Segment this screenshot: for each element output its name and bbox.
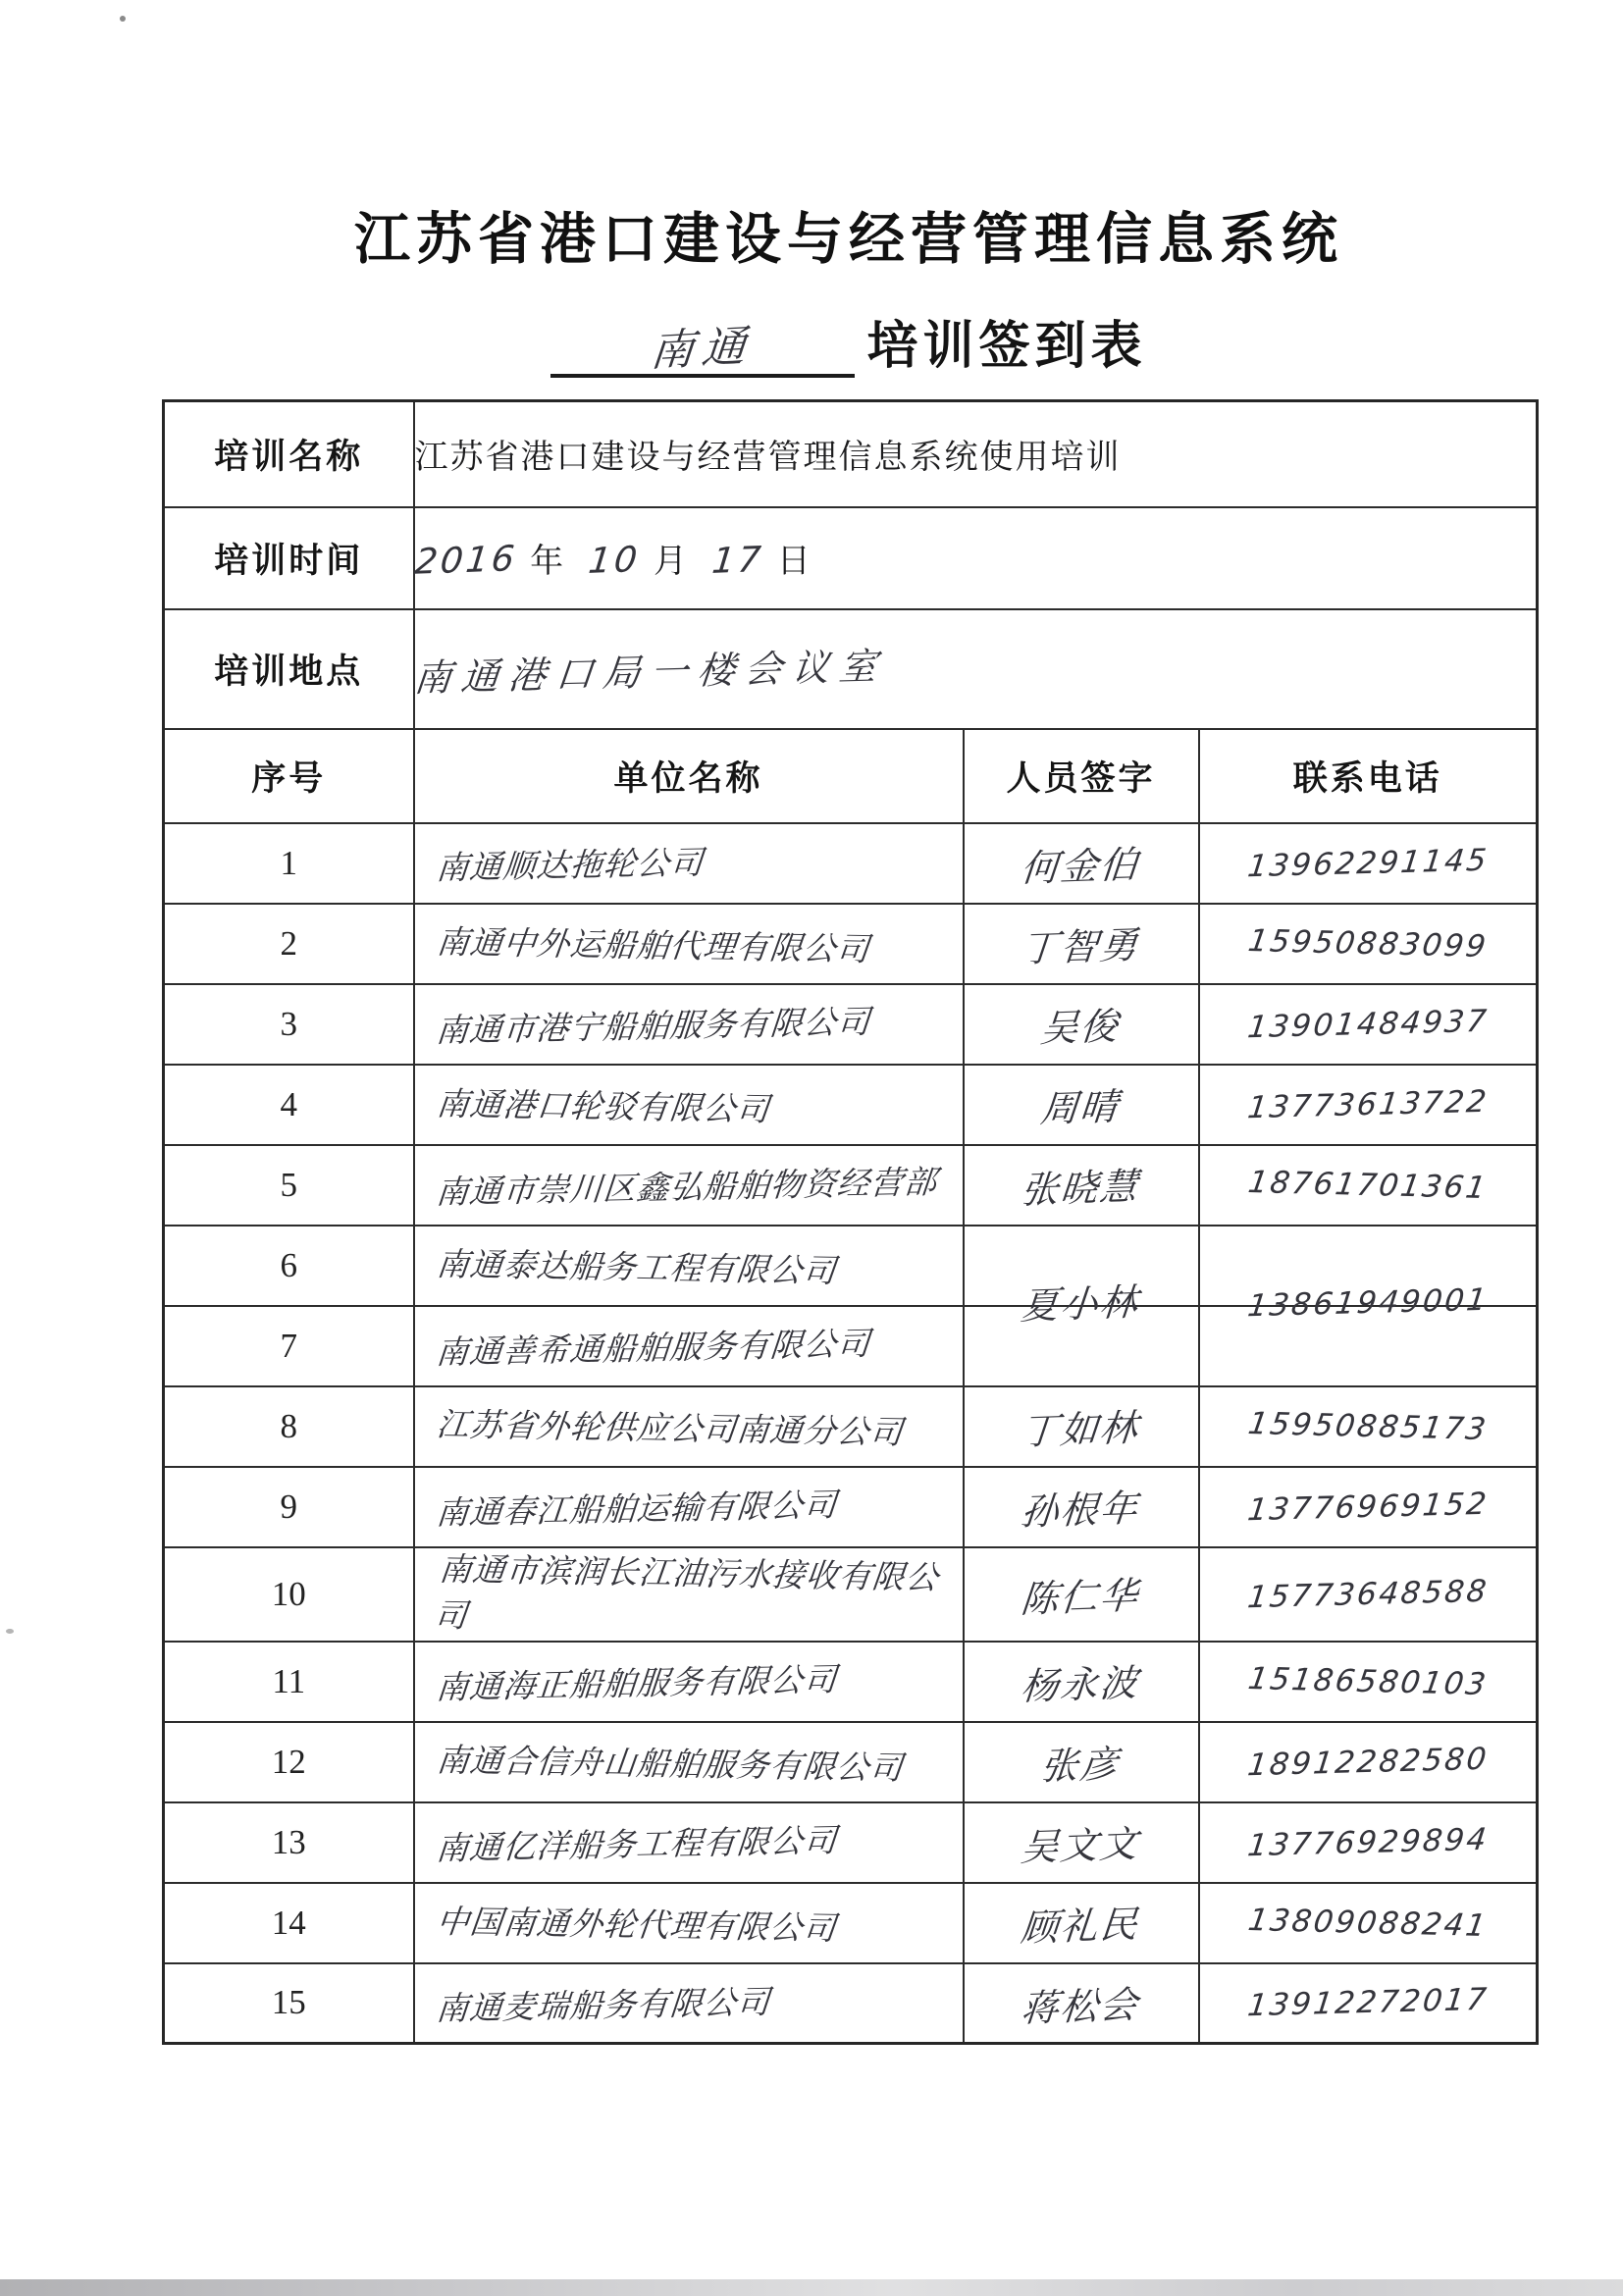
handwritten-month: 10 bbox=[586, 540, 643, 582]
handwritten-phone: 13962291145 bbox=[1245, 842, 1491, 884]
table-row bbox=[164, 1802, 1538, 1883]
month-unit: 月 bbox=[653, 544, 687, 580]
company-name-cell bbox=[414, 823, 964, 904]
handwritten-phone: 15186580103 bbox=[1245, 1660, 1491, 1702]
signature-cell bbox=[964, 904, 1199, 984]
location-underline bbox=[550, 309, 855, 378]
day-unit: 日 bbox=[776, 544, 811, 580]
handwritten-phone: 18761701361 bbox=[1245, 1164, 1491, 1206]
company-name-cell bbox=[414, 1547, 964, 1642]
subtitle-text: 培训签到表 bbox=[866, 318, 1147, 375]
handwritten-company-name: 南通顺达拖轮公司 bbox=[434, 843, 706, 887]
company-name-cell bbox=[414, 1642, 964, 1722]
handwritten-phone: 13912272017 bbox=[1245, 1982, 1491, 2024]
handwritten-phone: 13861949001 bbox=[1245, 1281, 1491, 1324]
handwritten-phone: 13901484937 bbox=[1245, 1003, 1491, 1045]
company-name-cell bbox=[414, 1386, 964, 1467]
training-time-value bbox=[414, 507, 1538, 609]
handwritten-phone: 18912282580 bbox=[1245, 1741, 1491, 1783]
handwritten-company-name: 南通海正船舶服务有限公司 bbox=[434, 1659, 839, 1707]
table-row bbox=[164, 1722, 1538, 1802]
handwritten-signature: 吴俊 bbox=[1039, 1004, 1123, 1051]
signature-cell bbox=[964, 1802, 1199, 1883]
handwritten-company-name: 南通市港宁船舶服务有限公司 bbox=[434, 1002, 872, 1050]
scan-speck-icon bbox=[6, 1629, 14, 1634]
handwritten-year: 2016 bbox=[412, 539, 519, 583]
table-row bbox=[164, 1883, 1538, 1963]
table-row bbox=[164, 1467, 1538, 1547]
table-row bbox=[164, 1065, 1538, 1145]
col-header-signature: 人员签字 bbox=[964, 729, 1199, 823]
signature-cell bbox=[964, 1386, 1199, 1467]
company-name-cell bbox=[414, 1306, 964, 1386]
company-name-cell bbox=[414, 1226, 964, 1306]
phone-cell bbox=[1199, 1467, 1538, 1547]
row-number: 13 bbox=[164, 1802, 414, 1883]
scanner-edge-shadow bbox=[0, 2279, 1623, 2296]
handwritten-signature: 吴文文 bbox=[1020, 1821, 1142, 1870]
handwritten-day: 17 bbox=[709, 540, 766, 582]
row-number: 10 bbox=[164, 1547, 414, 1642]
col-header-index: 序号 bbox=[164, 729, 414, 823]
page-title: 江苏省港口建设与经营管理信息系统 bbox=[354, 208, 1343, 271]
row-number: 1 bbox=[164, 823, 414, 904]
company-name-cell bbox=[414, 1963, 964, 2044]
phone-cell bbox=[1199, 1802, 1538, 1883]
handwritten-company-name: 南通市滨润长江油污水接收有限公司 bbox=[432, 1548, 941, 1635]
phone-cell bbox=[1199, 1722, 1538, 1802]
handwritten-location: 南通 bbox=[649, 321, 757, 377]
row-number: 15 bbox=[164, 1963, 414, 2044]
handwritten-company-name: 南通善希通船舶服务有限公司 bbox=[434, 1324, 872, 1372]
handwritten-phone: 13776969152 bbox=[1245, 1486, 1491, 1528]
handwritten-signature: 陈仁华 bbox=[1020, 1573, 1142, 1622]
handwritten-company-name: 南通港口轮驳有限公司 bbox=[434, 1084, 772, 1128]
company-name-cell bbox=[414, 1883, 964, 1963]
table-header-row bbox=[164, 729, 1538, 823]
handwritten-signature: 丁智勇 bbox=[1020, 922, 1142, 971]
col-header-company: 单位名称 bbox=[414, 729, 964, 823]
training-place-value bbox=[411, 609, 1538, 729]
signature-cell bbox=[964, 1145, 1199, 1226]
handwritten-place: 南通港口局一楼会议室 bbox=[411, 644, 888, 701]
signature-cell bbox=[964, 1279, 1199, 1386]
row-number: 3 bbox=[164, 984, 414, 1065]
handwritten-company-name: 南通市崇川区鑫弘船舶物资经营部 bbox=[434, 1162, 939, 1212]
company-name-cell bbox=[414, 904, 964, 984]
row-number: 2 bbox=[164, 904, 414, 984]
company-name-cell bbox=[414, 1065, 964, 1145]
phone-cell bbox=[1199, 984, 1538, 1065]
training-name-value: 江苏省港口建设与经营管理信息系统使用培训 bbox=[414, 401, 1538, 507]
training-name-row bbox=[164, 401, 1538, 507]
handwritten-phone: 15950883099 bbox=[1245, 922, 1491, 965]
signature-cell bbox=[964, 984, 1199, 1065]
training-time-label: 培训时间 bbox=[164, 507, 414, 609]
signature-cell bbox=[964, 1065, 1199, 1145]
company-name-cell bbox=[414, 1145, 964, 1226]
handwritten-company-name: 中国南通外轮代理有限公司 bbox=[434, 1902, 838, 1948]
row-number: 4 bbox=[164, 1065, 414, 1145]
signature-cell bbox=[964, 1722, 1199, 1802]
handwritten-signature: 杨永波 bbox=[1020, 1660, 1142, 1709]
scan-speck-icon bbox=[120, 16, 126, 22]
col-header-phone: 联系电话 bbox=[1199, 729, 1538, 823]
signin-table bbox=[162, 399, 1539, 2045]
handwritten-signature: 顾礼民 bbox=[1020, 1902, 1142, 1951]
year-unit: 年 bbox=[530, 544, 564, 580]
handwritten-company-name: 南通合信舟山船舶服务有限公司 bbox=[434, 1740, 905, 1788]
handwritten-phone: 13776929894 bbox=[1245, 1821, 1491, 1863]
phone-cell bbox=[1199, 1963, 1538, 2044]
phone-cell bbox=[1199, 1065, 1538, 1145]
table-row bbox=[164, 823, 1538, 904]
table-row bbox=[164, 904, 1538, 984]
row-number: 11 bbox=[164, 1642, 414, 1722]
row-number: 7 bbox=[164, 1306, 414, 1386]
phone-cell bbox=[1199, 1642, 1538, 1722]
handwritten-phone: 15950885173 bbox=[1245, 1405, 1491, 1447]
training-place-row bbox=[164, 609, 1538, 729]
handwritten-signature: 蒋松会 bbox=[1020, 1982, 1142, 2030]
company-name-cell bbox=[414, 1722, 964, 1802]
table-row bbox=[164, 1306, 1538, 1386]
table-row bbox=[164, 1145, 1538, 1226]
row-number: 5 bbox=[164, 1145, 414, 1226]
company-name-cell bbox=[414, 1802, 964, 1883]
phone-cell bbox=[1199, 904, 1538, 984]
company-name-cell bbox=[414, 1467, 964, 1547]
phone-cell bbox=[1199, 1281, 1538, 1386]
table-row bbox=[164, 1386, 1538, 1467]
table-row bbox=[164, 1547, 1538, 1642]
training-name-label: 培训名称 bbox=[164, 401, 414, 507]
signature-cell bbox=[964, 823, 1199, 904]
signature-cell bbox=[964, 1883, 1199, 1963]
row-number: 12 bbox=[164, 1722, 414, 1802]
phone-cell bbox=[1199, 1547, 1538, 1642]
row-number: 14 bbox=[164, 1883, 414, 1963]
handwritten-signature: 周晴 bbox=[1039, 1084, 1123, 1131]
handwritten-phone: 13773613722 bbox=[1245, 1083, 1491, 1125]
handwritten-signature: 夏小林 bbox=[1020, 1279, 1142, 1329]
phone-cell bbox=[1199, 823, 1538, 904]
signature-cell bbox=[964, 1547, 1199, 1642]
handwritten-phone: 13809088241 bbox=[1245, 1902, 1491, 1944]
handwritten-phone: 15773648588 bbox=[1245, 1573, 1491, 1615]
training-place-label: 培训地点 bbox=[164, 609, 414, 729]
phone-cell bbox=[1199, 1883, 1538, 1963]
table-row bbox=[164, 984, 1538, 1065]
handwritten-signature: 张彦 bbox=[1039, 1742, 1123, 1789]
signature-cell bbox=[964, 1467, 1199, 1547]
table-row bbox=[164, 1642, 1538, 1722]
handwritten-company-name: 南通亿洋船务工程有限公司 bbox=[434, 1820, 839, 1868]
handwritten-signature: 何金伯 bbox=[1020, 842, 1142, 891]
handwritten-signature: 丁如林 bbox=[1020, 1405, 1142, 1454]
row-number: 9 bbox=[164, 1467, 414, 1547]
page-subtitle bbox=[162, 304, 1536, 378]
company-name-cell bbox=[414, 984, 964, 1065]
handwritten-company-name: 南通泰达船务工程有限公司 bbox=[434, 1244, 838, 1290]
phone-cell bbox=[1199, 1145, 1538, 1226]
handwritten-signature: 孙根年 bbox=[1020, 1486, 1142, 1535]
training-time-row bbox=[164, 507, 1538, 609]
table-row bbox=[164, 1963, 1538, 2044]
handwritten-company-name: 江苏省外轮供应公司南通分公司 bbox=[434, 1404, 905, 1452]
row-number: 8 bbox=[164, 1386, 414, 1467]
document-header bbox=[162, 194, 1536, 378]
phone-cell bbox=[1199, 1386, 1538, 1467]
signature-cell bbox=[964, 1963, 1199, 2044]
handwritten-signature: 张晓慧 bbox=[1020, 1164, 1142, 1213]
handwritten-company-name: 南通中外运船舶代理有限公司 bbox=[434, 922, 871, 968]
handwritten-company-name: 南通春江船舶运输有限公司 bbox=[434, 1485, 839, 1533]
row-number: 6 bbox=[164, 1226, 414, 1306]
signature-cell bbox=[964, 1642, 1199, 1722]
handwritten-company-name: 南通麦瑞船务有限公司 bbox=[434, 1982, 772, 2028]
